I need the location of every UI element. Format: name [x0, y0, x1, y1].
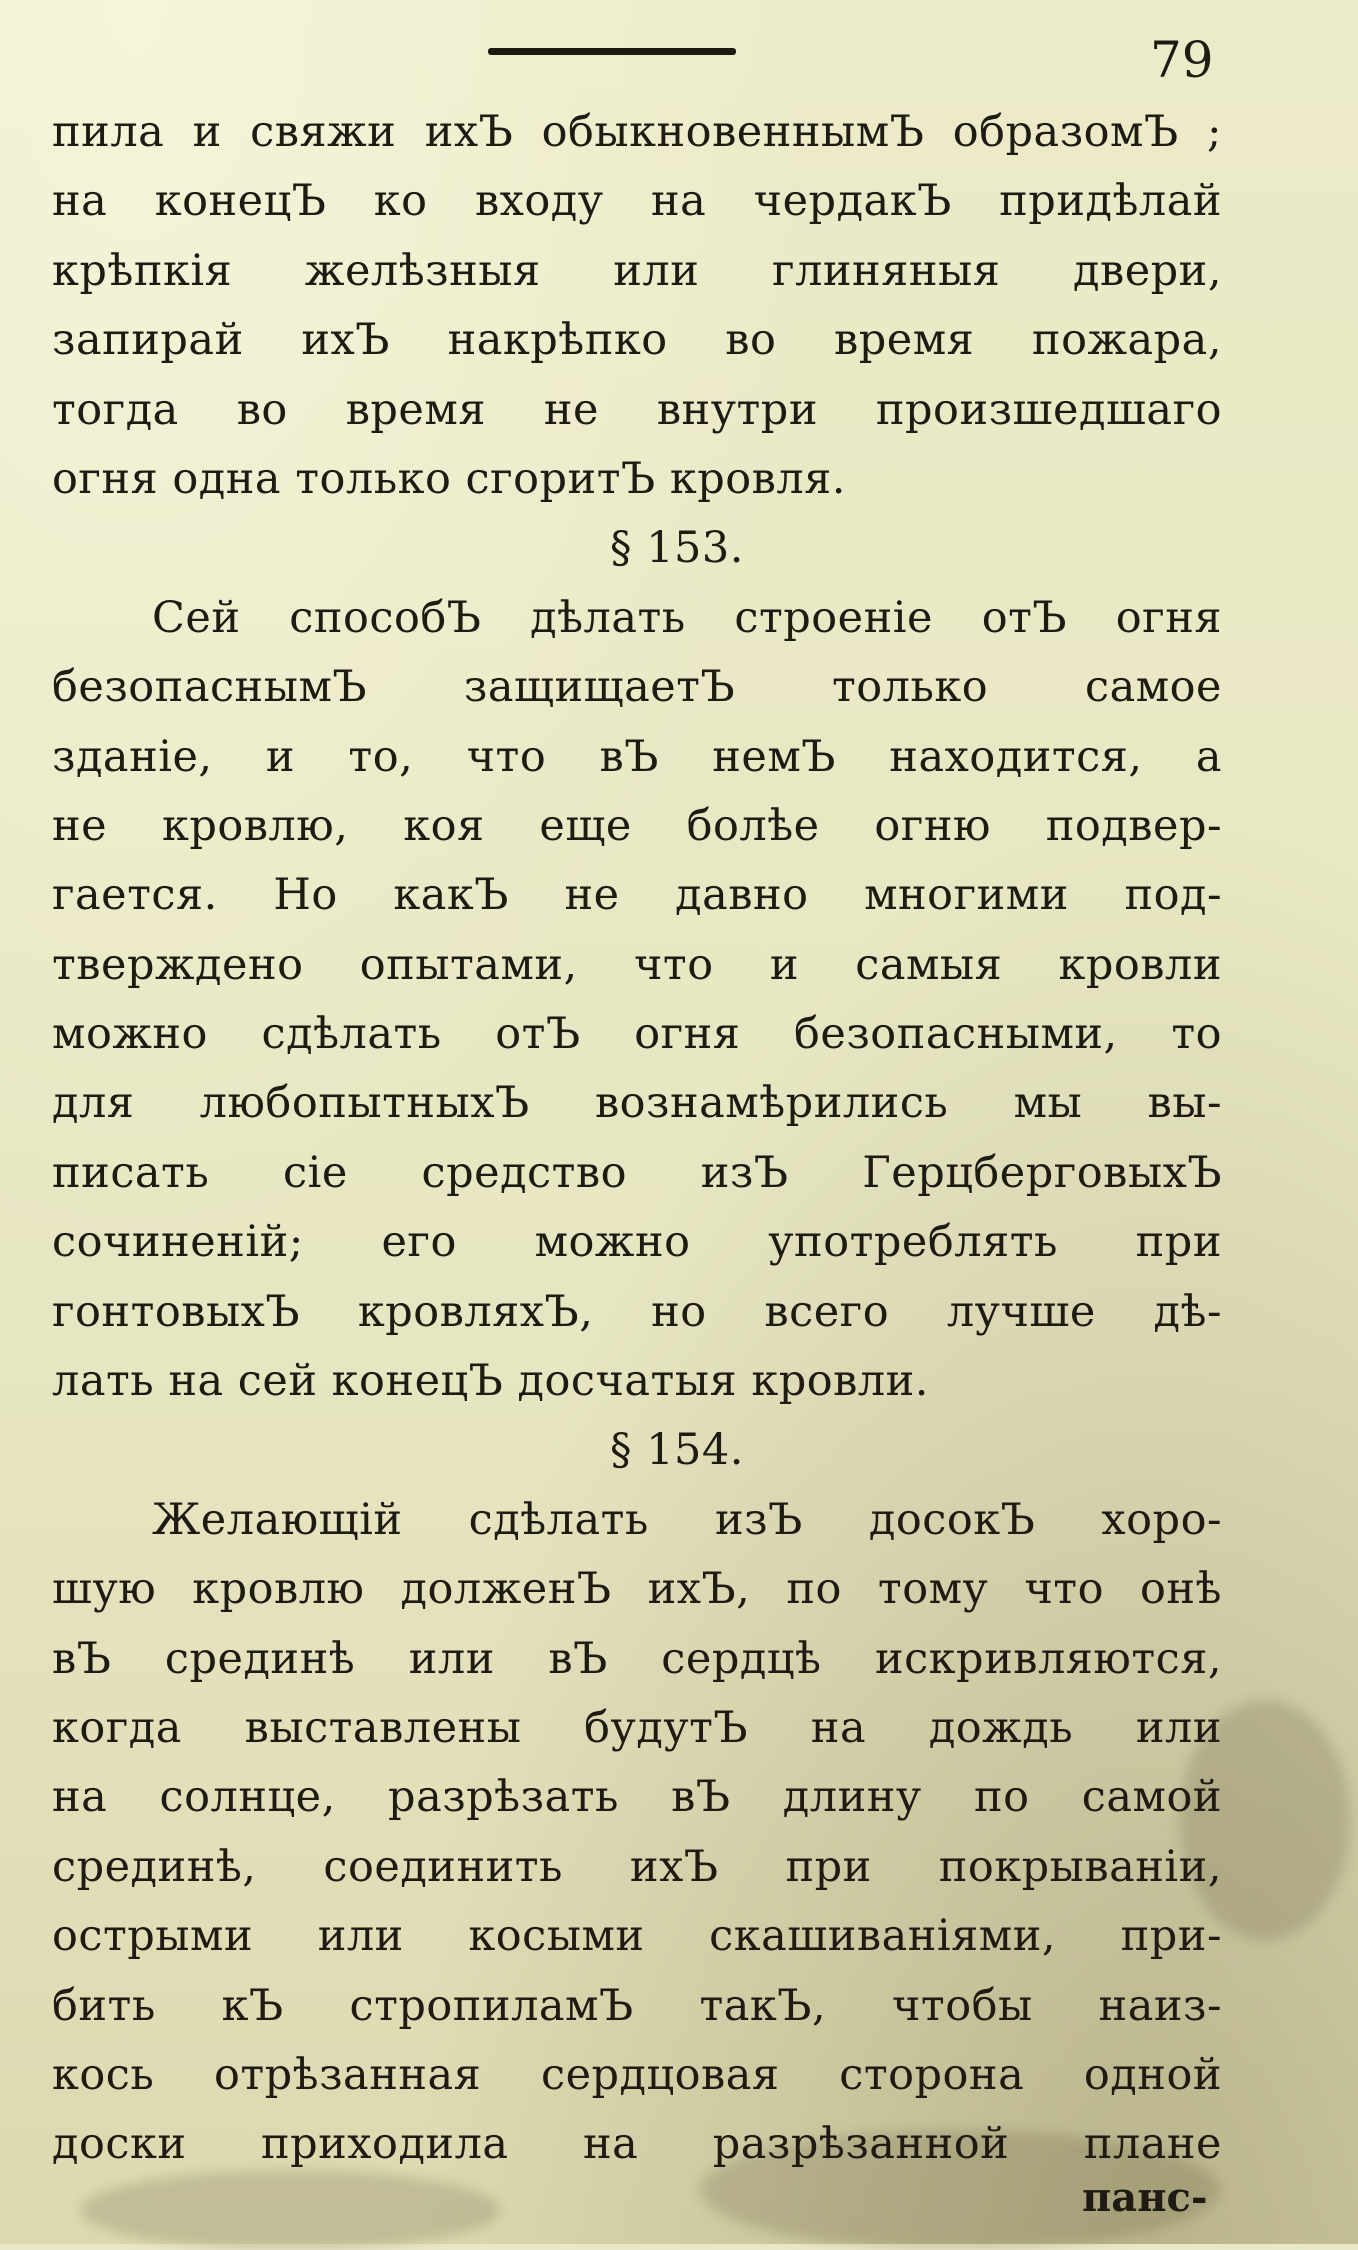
text-line: писать сіе средство изЪ ГерцберговыхЪ	[52, 1147, 1222, 1198]
text-line: когда выставлены будутЪ на дождь или	[52, 1702, 1222, 1753]
text-line: запирай ихЪ накрѣпко во время пожара,	[52, 315, 1222, 366]
text-line: зданіе, и то, что вЪ немЪ находится, а	[52, 731, 1222, 782]
text-line: бить кЪ стропиламЪ такЪ, чтобы наиз-	[52, 1980, 1222, 2031]
text-line: тверждено опытами, что и самыя кровли	[52, 939, 1222, 990]
text-line: огня одна только сгоритЪ кровля.	[52, 453, 846, 504]
catchword: панс-	[1082, 2174, 1208, 2221]
header-rule	[488, 48, 736, 55]
text-line: тогда во время не внутри произшедшаго	[52, 384, 1222, 435]
text-line: на конецЪ ко входу на чердакЪ придѣлай	[52, 176, 1222, 227]
text-line: гается. Но какЪ не давно многими под-	[52, 870, 1222, 921]
text-line: на солнце, разрѣзать вЪ длину по самой	[52, 1772, 1222, 1823]
text-line: срединѣ, соединить ихЪ при покрываніи,	[52, 1841, 1222, 1892]
text-line: гонтовыхЪ кровляхЪ, но всего лучше дѣ-	[52, 1286, 1222, 1337]
text-line: сочиненій; его можно употреблять при	[52, 1217, 1222, 1268]
text-line: крѣпкія желѣзныя или глиняныя двери,	[52, 245, 1222, 296]
text-line: не кровлю, коя еще болѣе огню подвер-	[52, 800, 1222, 851]
text-line: пила и свяжи ихЪ обыкновеннымЪ образомЪ ;	[52, 107, 1222, 157]
page-number: 79	[1150, 31, 1214, 89]
section-heading: § 153.	[610, 523, 744, 574]
text-line: вЪ срединѣ или вЪ сердцѣ искривляются,	[52, 1633, 1222, 1684]
text-line: шую кровлю долженЪ ихЪ, по тому что онѣ	[52, 1564, 1222, 1615]
text-line: Желающій сдѣлать изЪ досокЪ хоро-	[152, 1494, 1222, 1545]
paper-stain	[80, 2170, 500, 2250]
text-line: можно сдѣлать отЪ огня безопасными, то	[52, 1009, 1222, 1060]
text-line: безопаснымЪ защищаетЪ только самое	[52, 662, 1222, 713]
text-line: кось отрѣзанная сердцовая сторона одной	[52, 2049, 1222, 2100]
text-line: острыми или косыми скашиваніями, при-	[52, 1911, 1222, 1962]
text-line: Сей способЪ дѣлать строеніе отЪ огня	[152, 592, 1222, 643]
text-line: доски приходила на разрѣзанной плане	[52, 2119, 1222, 2170]
section-heading: § 154.	[610, 1425, 744, 1476]
text-line: лать на сей конецЪ досчатыя кровли.	[52, 1356, 929, 1407]
text-line: для любопытныхЪ вознамѣрились мы вы-	[52, 1078, 1222, 1129]
body-text	[52, 98, 1222, 2180]
